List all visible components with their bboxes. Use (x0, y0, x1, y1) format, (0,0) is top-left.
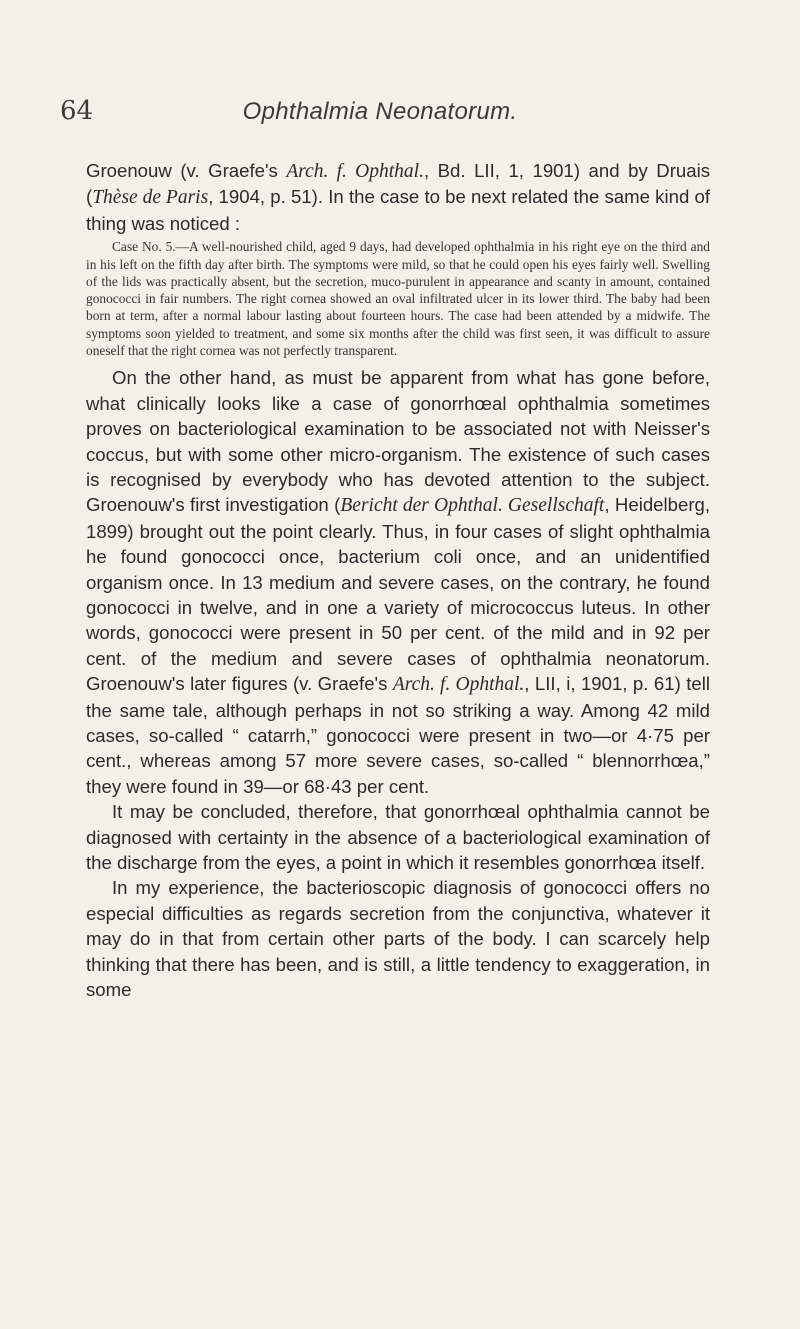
text-run: On the other hand, as must be apparent from what has gone before, what clinically looks like a case of gonorrhœal ophthalmia sometimes proves on bacteriological examination to be associated not with Neisser's coccus, but with some other micro-organism. The existence of such cases is recognised by everybody who has devoted attention to the subject. Groenouw's first investigation ( (86, 367, 710, 516)
page-number: 64 (60, 96, 94, 126)
citation-title: Arch. f. Ophthal. (392, 674, 525, 696)
running-title: Ophthalmia Neonatorum. (242, 98, 518, 125)
body-text (86, 158, 710, 1002)
case-report: Case No. 5.—A well-nourished child, aged 9 days, had developed ophthalmia in his right eye on the third and in his left on the fifth day after birth. The symptoms were mild, so that he could open his eyes fairly well. Swelling of the lids was practically absent, but the secretion, muco-purulent in appearance and scanty in amount, contained gonococci in fair numbers. The right cornea showed an oval infiltrated ulcer in its lower third. The baby had been born at term, after a normal labour lasting about fourteen hours. The case had been attended by a midwife. The symptoms soon yielded to treatment, and some six months after the child was first seen, it was difficult to assure oneself that the right cornea was not perfectly transparent. (86, 239, 710, 358)
citation-title: Arch. f. Ophthal. (286, 161, 424, 182)
citation-title: Thèse de Paris (92, 187, 209, 209)
paragraph-experience: In my experience, the bacterioscopic diagnosis of gonococci offers no especial difficulties as regards secretion from the conjunctiva, whatever it may do in that from certain other parts of the body. I can scarcely help thinking that there has been, and is still, a little tendency to exaggeration, in some (86, 877, 710, 1001)
page-header (60, 96, 700, 136)
text-run: , LII, i, 1901, p. 61) tell the same tale, although perhaps in not so striking a way. Among 42 mild cases, so-called “ catarrh,” gonococci were present in two—or 4·75 per cent., whereas among 57 more severe cases, so-called “ blennorrhœa,” they were found in 39—or 68·43 per cent. (86, 673, 710, 797)
text-run: , Heidelberg, 1899) brought out the point clearly. Thus, in four cases of slight ophthalmia he found gonococci once, bacterium coli once, and an unidentified organism once. In 13 medium and severe cases, on the contrary, he found gonococci in twelve, and in one a variety of micrococcus luteus. In other words, gonococci were present in 50 per cent. of the mild and in 92 per cent. of the medium and severe cases of ophthalmia neonatorum. Groenouw's later figures (v. Graefe's (86, 494, 711, 695)
paragraph-intro (86, 158, 710, 236)
paragraph-conclusion: It may be concluded, therefore, that gonorrhœal ophthalmia cannot be diagnosed with certainty in the absence of a bacteriological examination of the discharge from the eyes, a point in which it resembles gonorrhœa itself. (86, 801, 710, 874)
text-run: , 1904, p. 51). In the case to be next related the same kind of thing was noticed : (86, 186, 710, 234)
text-run: , Bd. LII, 1, 1901) and by Druais ( (86, 160, 710, 208)
text-run: Groenouw (v. Graefe's (86, 160, 287, 181)
paragraph-discussion (86, 365, 710, 799)
citation-title: Bericht der Ophthal. Gesellschaft (340, 495, 605, 517)
